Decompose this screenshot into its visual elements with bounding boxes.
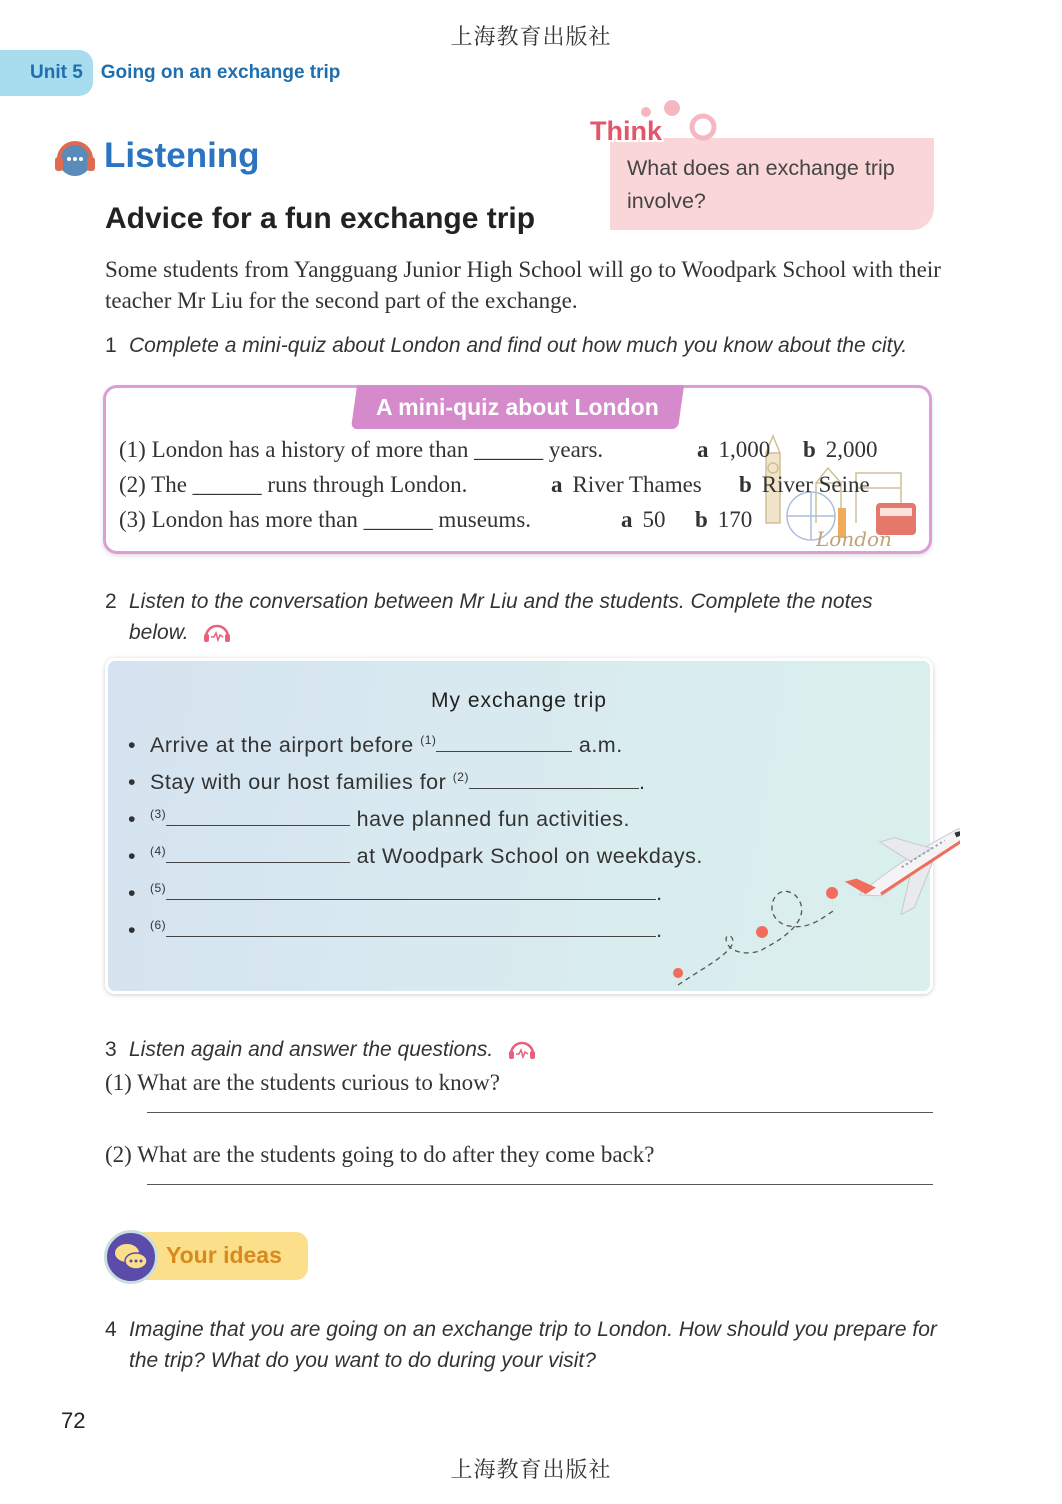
quiz-option-b: b 170 [695, 507, 753, 532]
page-number: 72 [61, 1408, 86, 1433]
think-box [610, 138, 934, 230]
quiz-item-1 [119, 437, 878, 463]
quiz-option-a: a 50 [621, 507, 666, 532]
quiz-item-2 [119, 472, 870, 498]
quiz-stem: (2) The ______ runs through London. [119, 472, 468, 497]
question-2: (2) What are the students going to do after they come back? [105, 1142, 655, 1167]
headphones-icon [54, 137, 96, 179]
note-item-6: • $^{(6)}$ . [128, 917, 663, 942]
note-item-3: • $^{(3)}$ have planned fun activities. [128, 806, 631, 831]
unit-bar [0, 50, 340, 96]
task-number: 3 [105, 1038, 117, 1061]
publisher-header: 上海教育出版社 [450, 25, 612, 50]
quiz-option-a: a 1,000 [697, 437, 771, 462]
unit-tag: Unit 5 [0, 50, 93, 96]
task-instruction: Imagine that you are going on an exchange trip to London. How should you prepare for [129, 1318, 937, 1341]
your-ideas-badge [104, 1230, 308, 1282]
task-number: 1 [105, 334, 117, 357]
airplane-illustration [660, 820, 960, 995]
audio-headphones-icon[interactable] [202, 621, 232, 643]
unit-title: Going on an exchange trip [100, 62, 341, 83]
london-art-label: London [816, 527, 892, 550]
listening-title: Listening [104, 136, 260, 175]
note-blank-4[interactable] [166, 843, 350, 863]
note-blank-6[interactable] [166, 917, 656, 937]
quiz-option-a: a River Thames [551, 472, 702, 497]
answer-line-2[interactable] [147, 1184, 933, 1185]
quiz-option-b: b 2,000 [803, 437, 878, 462]
note-item-4: • $^{(4)}$ at Woodpark School on weekdays. [128, 843, 703, 868]
quiz-stem: (3) London has more than ______ museums. [119, 507, 532, 532]
task-instruction-cont: the trip? What do you want to do during your visit? [129, 1349, 596, 1372]
task-number: 2 [105, 590, 117, 613]
audio-headphones-icon[interactable] [507, 1038, 537, 1060]
task-3 [105, 1034, 537, 1065]
notes-title: My exchange trip [431, 689, 607, 712]
note-item-2: • Stay with our host families for $^{(2)}$ . [128, 769, 646, 794]
quiz-option-b: b River Seine [739, 472, 870, 497]
quiz-box [103, 385, 932, 554]
quiz-title-banner [351, 385, 684, 429]
quiz-title: A mini-quiz about London [376, 394, 659, 420]
note-item-1: • Arrive at the airport before $^{(1)}$ a.m. [128, 732, 623, 757]
think-question: What does an exchange trip involve? [627, 156, 895, 213]
chat-bubbles-icon [104, 1230, 158, 1284]
task-4 [105, 1314, 965, 1376]
note-blank-3[interactable] [166, 806, 350, 826]
task-2 [105, 586, 905, 648]
question-1: (1) What are the students curious to know? [105, 1070, 500, 1095]
note-item-5: • $^{(5)}$ . [128, 880, 663, 905]
note-blank-5[interactable] [166, 880, 656, 900]
task-number: 4 [105, 1318, 117, 1341]
task-1 [105, 330, 907, 361]
publisher-footer: 上海教育出版社 [450, 1458, 612, 1483]
task-instruction-cont: below. [129, 621, 189, 644]
task-instruction: Listen to the conversation between Mr Liu and the students. Complete the notes [129, 590, 873, 613]
task-instruction: Listen again and answer the questions. [129, 1038, 494, 1061]
note-blank-2[interactable] [469, 769, 639, 789]
quiz-stem: (1) London has a history of more than ______ years. [119, 437, 604, 462]
your-ideas-label: Your ideas [166, 1242, 282, 1268]
task-instruction: Complete a mini-quiz about London and find out how much you know about the city. [129, 334, 908, 357]
section-title: Advice for a fun exchange trip [105, 202, 536, 235]
quiz-item-3 [119, 507, 753, 533]
note-blank-1[interactable] [436, 732, 572, 752]
intro-paragraph: Some students from Yangguang Junior High School will go to Woodpark School with their teacher Mr Liu for the second part of the exchange. [105, 257, 941, 313]
answer-line-1[interactable] [147, 1112, 933, 1113]
think-label: Think [590, 116, 662, 146]
